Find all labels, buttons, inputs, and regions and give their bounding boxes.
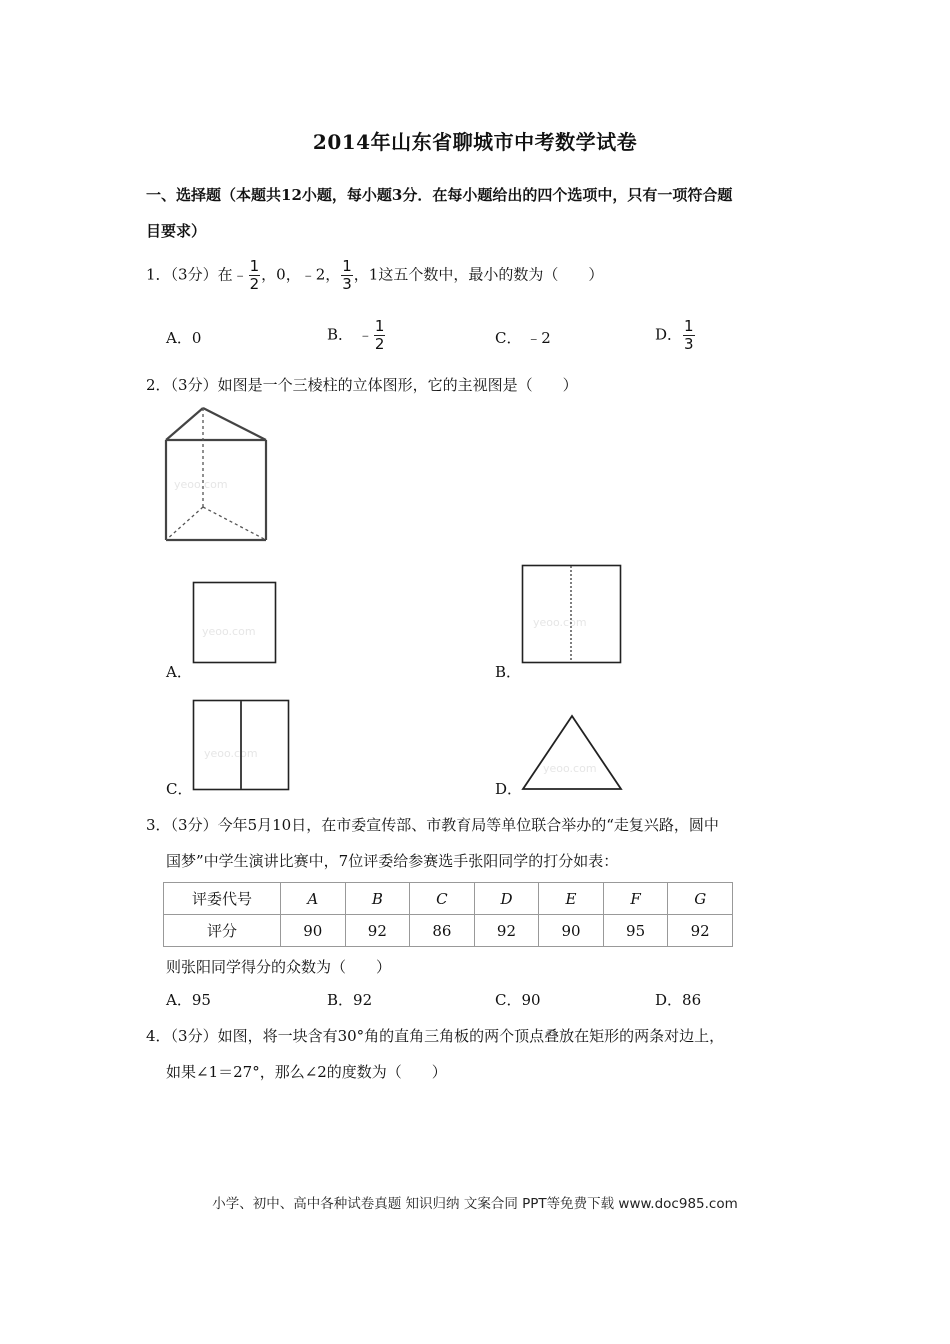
question-3: 3．（3分）今年5月10日，在市委宣传部、市教育局等单位联合举办的“走复兴路，圆中 (146, 816, 719, 834)
judge-cell: D (474, 883, 539, 915)
score-cell: 92 (474, 915, 539, 947)
judge-cell: A (281, 883, 346, 915)
score-cell: 90 (281, 915, 346, 947)
svg-text:yeoo.com: yeoo.com (202, 625, 256, 638)
q1-text-after: ，1这五个数中，最小的数为（ ） (353, 265, 604, 284)
section-heading-line1: 一、选择题（本题共12小题，每小题3分．在每小题给出的四个选项中，只有一项符合题 (146, 186, 733, 204)
q2-option-b-label: B． (495, 663, 522, 681)
q3-option-c: C．90 (495, 991, 541, 1009)
question-3-prompt: 则张阳同学得分的众数为（ ） (166, 958, 392, 976)
q2-option-d-label: D． (495, 780, 523, 798)
question-4: 4．（3分）如图，将一块含有30°角的直角三角板的两个顶点叠放在矩形的两条对边上， (146, 1027, 725, 1045)
q1-text-mid: ，0，﹣2， (261, 265, 341, 284)
q2-option-a-label: A． (166, 663, 192, 681)
question-2: 2．（3分）如图是一个三棱柱的立体图形，它的主视图是（ ） (146, 376, 578, 394)
page-footer: 小学、初中、高中各种试卷真题 知识归纳 文案合同 PPT等免费下载 www.doc985.com (212, 1196, 738, 1212)
svg-text:yeoo.com: yeoo.com (174, 478, 228, 491)
q3-option-a: A．95 (166, 991, 211, 1009)
q1-option-d: D． $\frac{1}{3}$ (655, 317, 694, 353)
q2-option-c-figure (192, 699, 291, 791)
q1-score: （3分） (170, 265, 218, 284)
q1-option-a: A．0 (166, 329, 202, 347)
svg-text:yeoo.com: yeoo.com (533, 616, 587, 629)
section-heading (146, 184, 826, 205)
judge-cell: F (603, 883, 668, 915)
q2-option-a-figure (192, 581, 280, 665)
q1-fraction-third: $\frac{1}{3}$ (342, 257, 352, 293)
table-header-cell: 评分 (164, 915, 281, 947)
q2-option-b-figure (521, 564, 623, 665)
score-cell: 92 (345, 915, 410, 947)
svg-text:yeoo.com: yeoo.com (543, 762, 597, 775)
section-heading-cont (146, 220, 826, 241)
judge-cell: B (345, 883, 410, 915)
page-title: 2014年山东省聊城市中考数学试卷 (312, 130, 638, 154)
question-4-cont: 如果∠1＝27°，那么∠2的度数为（ ） (166, 1063, 447, 1081)
q1-text-before: 在﹣ (217, 265, 248, 284)
score-cell: 95 (603, 915, 668, 947)
q3-option-d: D．86 (655, 991, 702, 1009)
score-cell: 92 (668, 915, 733, 947)
q1-option-c: C． ﹣2 (495, 329, 551, 347)
judge-cell: E (539, 883, 604, 915)
q2-option-d-figure (521, 712, 625, 792)
q1-number: 1． (146, 265, 171, 284)
score-cell: 90 (539, 915, 604, 947)
table-header-cell: 评委代号 (164, 883, 281, 915)
q2-option-c-label: C． (166, 780, 193, 798)
q3-option-b: B．92 (327, 991, 373, 1009)
table-row (164, 883, 733, 915)
section-heading-line2: 目要求） (146, 222, 207, 240)
table-row (164, 915, 733, 947)
question-1 (146, 258, 603, 293)
judge-cell: G (668, 883, 733, 915)
q1-option-b: B． ﹣ $\frac{1}{2}$ (327, 317, 385, 353)
judge-cell: C (410, 883, 475, 915)
svg-text:yeoo.com: yeoo.com (204, 747, 258, 760)
prism-figure (160, 400, 275, 550)
question-3-cont: 国梦”中学生演讲比赛中，7位评委给参赛选手张阳同学的打分如表： (166, 852, 619, 870)
score-table (163, 882, 733, 947)
score-cell: 86 (410, 915, 475, 947)
q1-fraction-half: $\frac{1}{2}$ (249, 257, 260, 293)
